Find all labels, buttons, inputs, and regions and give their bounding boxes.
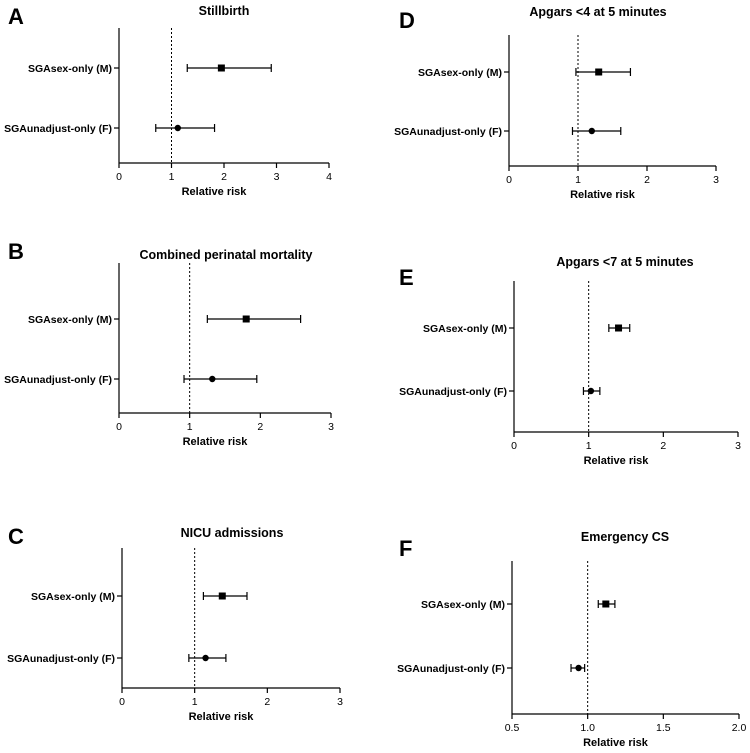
chart-title: Apgars <4 at 5 minutes xyxy=(529,5,667,19)
x-tick-label: 0 xyxy=(506,174,512,186)
forest-panel-f xyxy=(397,530,746,749)
point-estimate-square xyxy=(219,593,226,600)
x-tick-label: 4 xyxy=(326,171,332,183)
x-tick-label: 2 xyxy=(644,174,650,186)
panel-letter: D xyxy=(399,8,415,33)
row-label: SGAunadjust-only (F) xyxy=(7,653,115,665)
x-axis-label: Relative risk xyxy=(583,737,648,749)
row-label: SGAsex-only (M) xyxy=(27,63,112,75)
point-estimate-square xyxy=(602,601,609,608)
panel-letter: A xyxy=(8,4,24,29)
x-tick-label: 0 xyxy=(116,421,122,433)
x-tick-label: 1 xyxy=(186,421,193,433)
panel-letter: E xyxy=(399,265,414,290)
x-tick-label: 1.0 xyxy=(580,722,595,734)
x-axis-label: Relative risk xyxy=(570,189,635,201)
point-estimate-square xyxy=(243,316,250,323)
point-estimate-circle xyxy=(589,128,595,134)
panel-letter: C xyxy=(8,524,24,549)
row-label: SGAsex-only (M) xyxy=(417,67,502,79)
row-label: SGAsex-only (M) xyxy=(30,591,115,603)
forest-panel-a xyxy=(4,4,332,198)
point-estimate-circle xyxy=(209,376,215,382)
chart-title: NICU admissions xyxy=(180,526,284,540)
row-label: SGAunadjust-only (F) xyxy=(4,374,112,386)
chart-title: Stillbirth xyxy=(198,4,250,18)
x-tick-label: 3 xyxy=(713,174,719,186)
point-estimate-circle xyxy=(175,125,181,131)
x-tick-label: 2 xyxy=(660,440,667,452)
row-label: SGAunadjust-only (F) xyxy=(397,663,505,675)
row-label: SGAunadjust-only (F) xyxy=(4,123,112,135)
chart-title: Emergency CS xyxy=(580,530,670,544)
row-label: SGAsex-only (M) xyxy=(27,314,112,326)
row-label: SGAunadjust-only (F) xyxy=(399,386,507,398)
row-label: SGAunadjust-only (F) xyxy=(394,126,502,138)
chart-title: Apgars <7 at 5 minutes xyxy=(556,255,694,269)
forest-panel-d xyxy=(394,5,719,201)
row-label: SGAsex-only (M) xyxy=(422,323,507,335)
x-axis-label: Relative risk xyxy=(181,186,247,198)
x-tick-label: 1 xyxy=(168,171,175,183)
x-tick-label: 3 xyxy=(328,421,334,433)
x-tick-label: 3 xyxy=(273,171,280,183)
x-tick-label: 1.5 xyxy=(656,722,671,734)
x-tick-label: 2 xyxy=(221,171,227,183)
x-tick-label: 0 xyxy=(511,440,517,452)
point-estimate-circle xyxy=(202,655,208,661)
panel-letter: B xyxy=(8,239,24,264)
row-label: SGAsex-only (M) xyxy=(420,599,505,611)
forest-panel-c xyxy=(7,524,343,723)
x-tick-label: 3 xyxy=(735,440,741,452)
x-tick-label: 2 xyxy=(257,421,264,433)
panel-letter: F xyxy=(399,536,413,561)
x-tick-label: 1 xyxy=(191,696,198,708)
x-axis-label: Relative risk xyxy=(182,436,248,448)
x-axis-label: Relative risk xyxy=(188,711,254,723)
point-estimate-circle xyxy=(575,665,581,671)
chart-title: Combined perinatal mortality xyxy=(139,248,313,262)
x-tick-label: 0.5 xyxy=(504,722,520,734)
x-axis-label: Relative risk xyxy=(583,455,649,467)
x-tick-label: 0 xyxy=(119,696,125,708)
forest-panel-e xyxy=(399,255,741,467)
x-tick-label: 1 xyxy=(575,174,581,186)
x-tick-label: 2.0 xyxy=(731,722,747,734)
x-tick-label: 1 xyxy=(585,440,592,452)
forest-panel-b xyxy=(4,239,334,448)
point-estimate-square xyxy=(218,65,225,72)
x-tick-label: 3 xyxy=(337,696,343,708)
x-tick-label: 0 xyxy=(116,171,122,183)
point-estimate-square xyxy=(615,325,622,332)
x-tick-label: 2 xyxy=(264,696,271,708)
point-estimate-square xyxy=(595,69,602,76)
point-estimate-circle xyxy=(588,388,594,394)
